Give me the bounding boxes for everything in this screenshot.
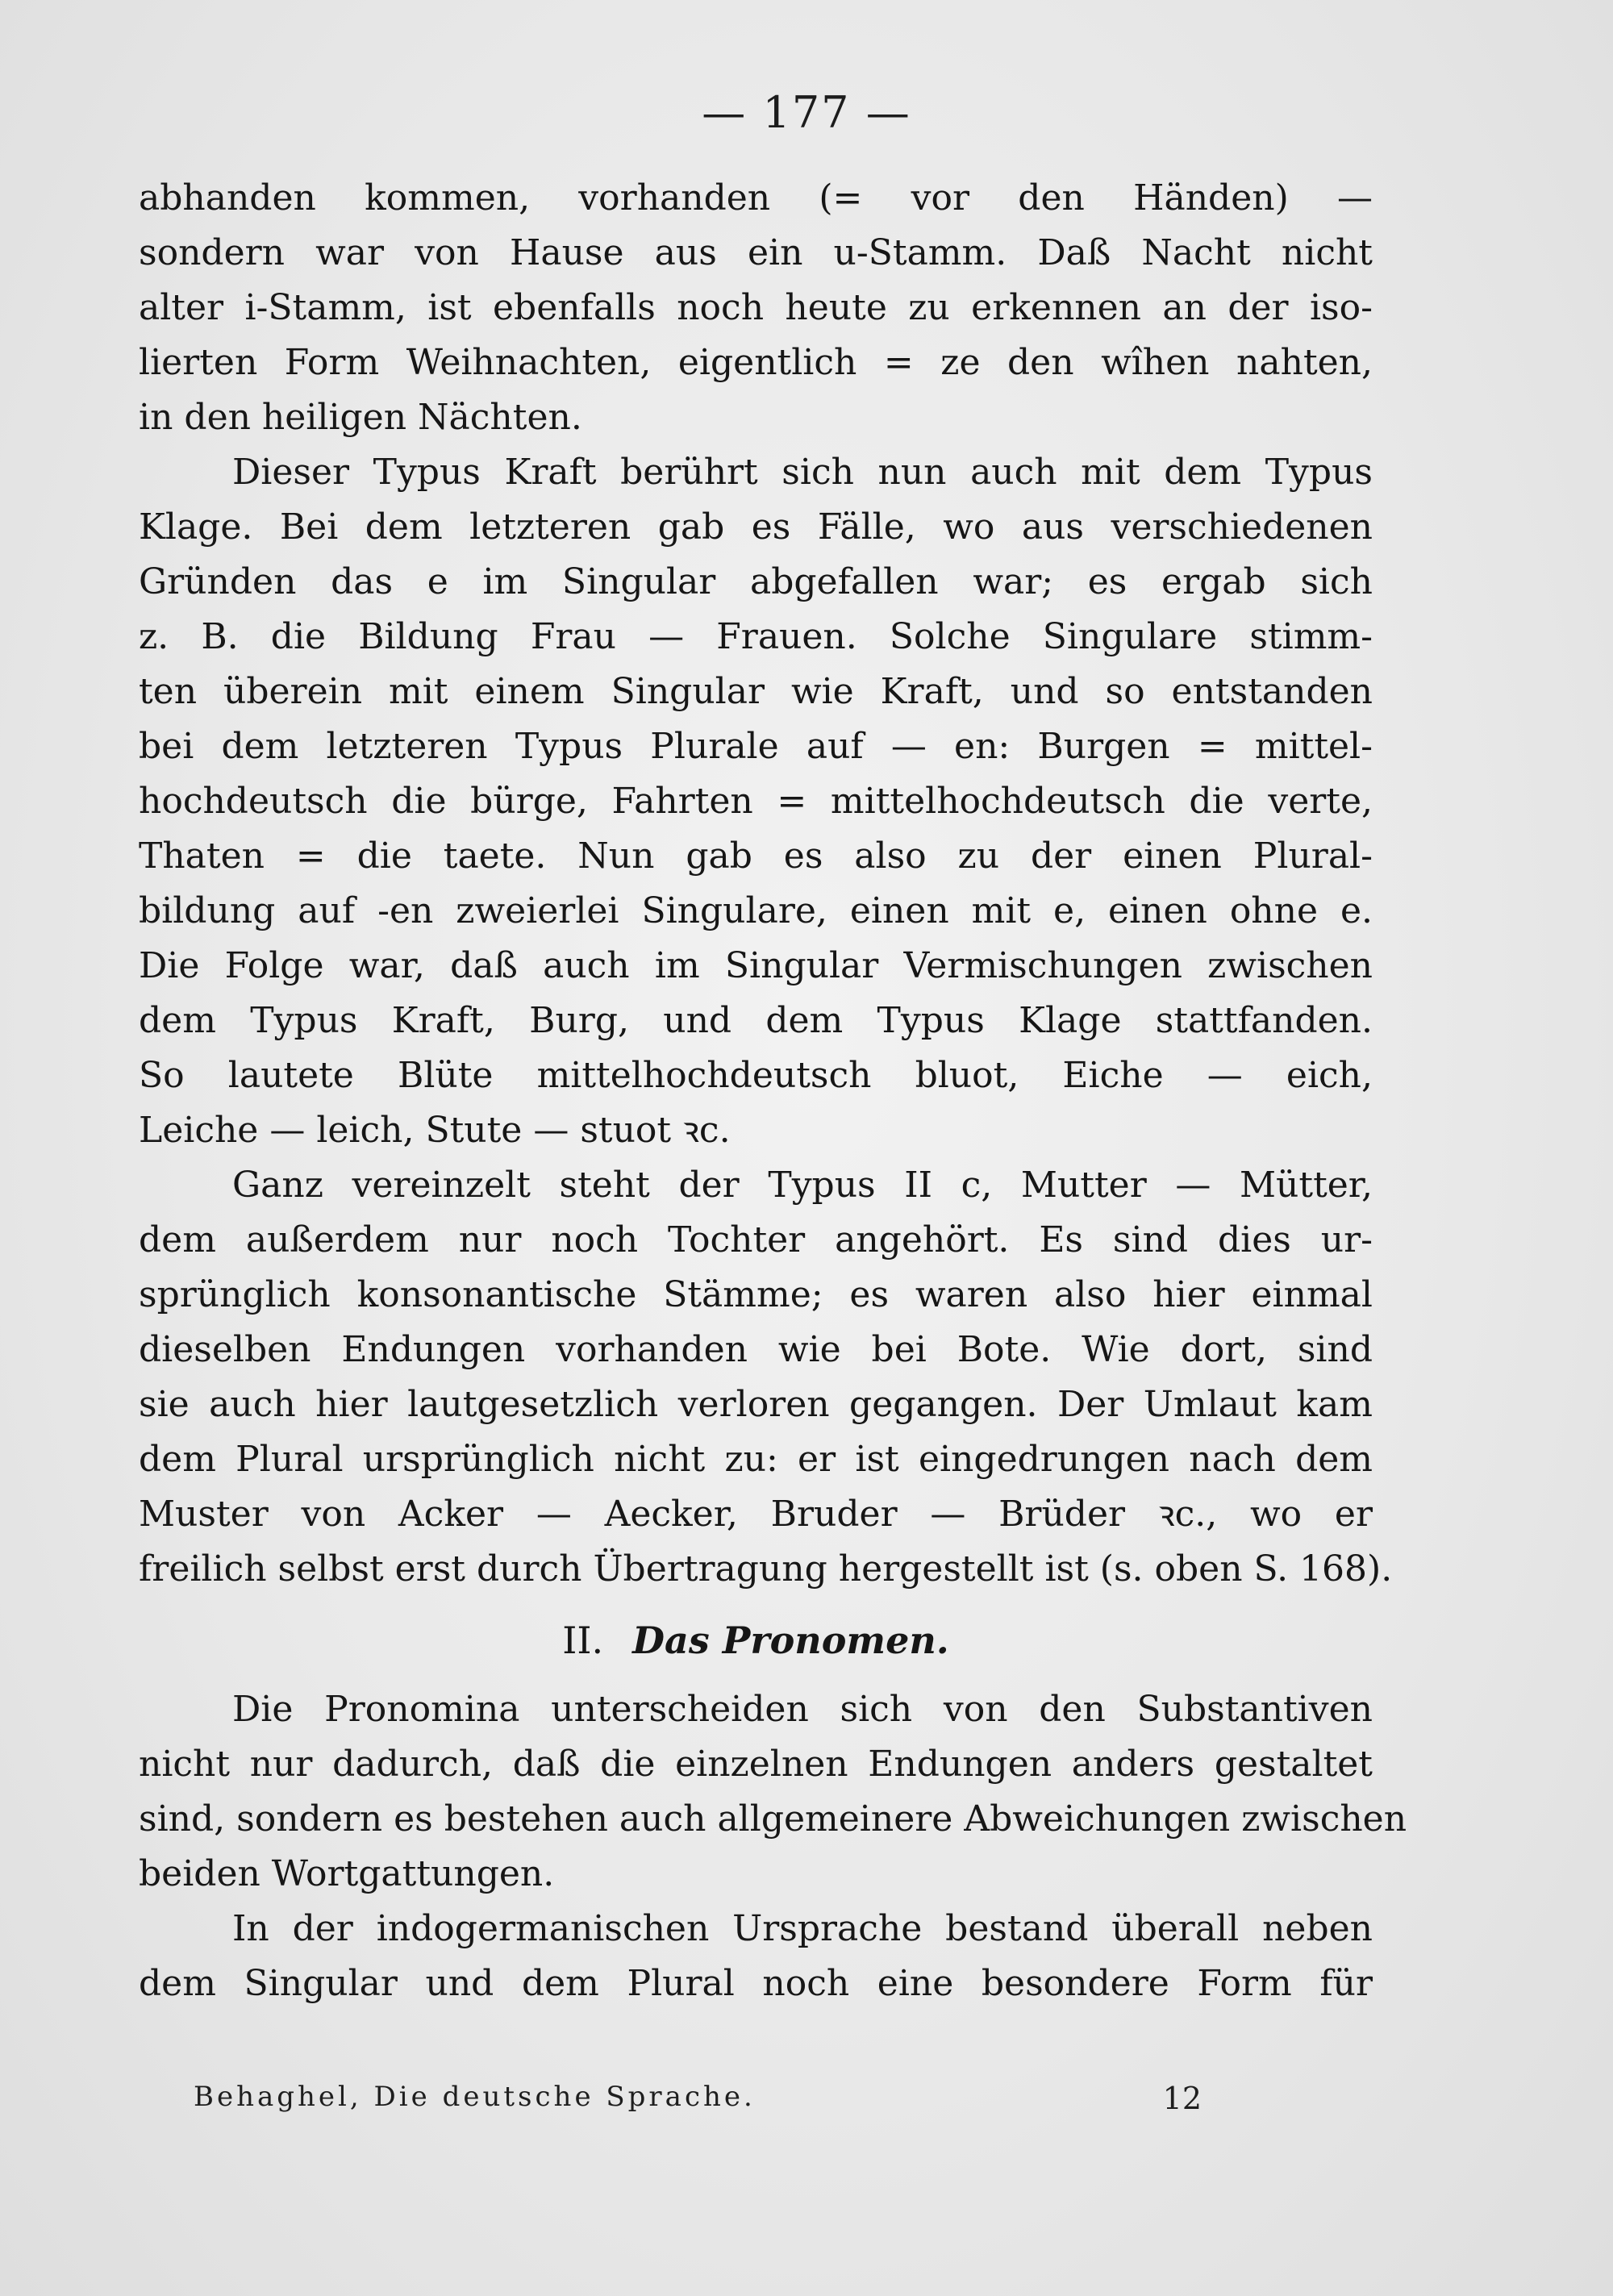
text-line: Leiche — leich, Stute — stuot ꝛc. xyxy=(139,1110,731,1151)
text-line: in den heiligen Nächten. xyxy=(139,397,582,438)
paragraph-3 xyxy=(139,1158,1393,1597)
signature-mark: 12 xyxy=(1162,2081,1202,2116)
text-line: Muster von Acker — Aecker, Bruder — Brüder ꝛc., wo er xyxy=(139,1494,1373,1535)
text-line: bei dem letzteren Typus Plurale auf — en: Burgen = mittel- xyxy=(139,726,1373,767)
body-text xyxy=(139,171,1407,2011)
text-line: hochdeutsch die bürge, Fahrten = mittelhochdeutsch die verte, xyxy=(139,781,1373,822)
text-line: In der indogermanischen Ursprache bestand überall neben xyxy=(232,1908,1373,1949)
text-line: sprünglich konsonantische Stämme; es waren also hier einmal xyxy=(139,1274,1373,1315)
text-line: Dieser Typus Kraft berührt sich nun auch mit dem Typus xyxy=(232,452,1373,493)
text-line: Thaten = die taete. Nun gab es also zu der einen Plural- xyxy=(139,835,1373,877)
text-line: lierten Form Weihnachten, eigentlich = ze den wîhen nahten, xyxy=(139,342,1373,383)
section-title: Das Pronomen. xyxy=(632,1619,949,1662)
section-heading xyxy=(139,1602,1373,1679)
text-line: Die Pronomina unterscheiden sich von den Substantiven xyxy=(232,1689,1373,1730)
text-line: dem außerdem nur noch Tochter angehört. Es sind dies ur- xyxy=(139,1219,1373,1261)
text-line: dem Singular und dem Plural noch eine besondere Form für xyxy=(139,1963,1373,2004)
text-line: So lautete Blüte mittelhochdeutsch bluot, Eiche — eich, xyxy=(139,1055,1373,1096)
text-line: sie auch hier lautgesetzlich verloren gegangen. Der Umlaut kam xyxy=(139,1384,1373,1425)
text-line: bildung auf -en zweierlei Singulare, einen mit e, einen ohne e. xyxy=(139,890,1373,931)
paragraph-2 xyxy=(139,445,1373,1158)
page-number: — 177 — xyxy=(702,87,911,138)
section-number: II. xyxy=(562,1619,604,1662)
text-line: Die Folge war, daß auch im Singular Vermischungen zwischen xyxy=(139,945,1373,986)
footer-author-title: Behaghel, Die deutsche Sprache. xyxy=(194,2081,756,2113)
text-line: dieselben Endungen vorhanden wie bei Bote. Wie dort, sind xyxy=(139,1329,1373,1370)
text-line: z. B. die Bildung Frau — Frauen. Solche Singulare stimm- xyxy=(139,616,1373,657)
paragraph-1 xyxy=(139,171,1373,445)
text-line: Klage. Bei dem letzteren gab es Fälle, wo aus verschiedenen xyxy=(139,506,1373,548)
paragraph-4 xyxy=(139,1682,1407,1902)
text-line: Gründen das e im Singular abgefallen war; es ergab sich xyxy=(139,561,1373,602)
text-line: ten überein mit einem Singular wie Kraft, und so entstanden xyxy=(139,671,1373,712)
text-line: Ganz vereinzelt steht der Typus II c, Mutter — Mütter, xyxy=(232,1165,1373,1206)
text-line: abhanden kommen, vorhanden (= vor den Händen) — xyxy=(139,177,1373,219)
text-line: beiden Wortgattungen. xyxy=(139,1853,555,1894)
page-footer xyxy=(194,2081,1202,2116)
text-line: dem Plural ursprünglich nicht zu: er ist eingedrungen nach dem xyxy=(139,1439,1373,1480)
paragraph-5 xyxy=(139,1902,1373,2011)
text-line: nicht nur dadurch, daß die einzelnen Endungen anders gestaltet xyxy=(139,1744,1373,1785)
text-line: dem Typus Kraft, Burg, und dem Typus Klage stattfanden. xyxy=(139,1000,1373,1041)
text-line: freilich selbst erst durch Übertragung hergestellt ist (s. oben S. 168). xyxy=(139,1548,1393,1590)
text-line: sind, sondern es bestehen auch allgemeinere Abweichungen zwischen xyxy=(139,1798,1407,1840)
text-line: alter i-Stamm, ist ebenfalls noch heute zu erkennen an der iso- xyxy=(139,287,1373,328)
text-line: sondern war von Hause aus ein u-Stamm. Daß Nacht nicht xyxy=(139,232,1373,273)
